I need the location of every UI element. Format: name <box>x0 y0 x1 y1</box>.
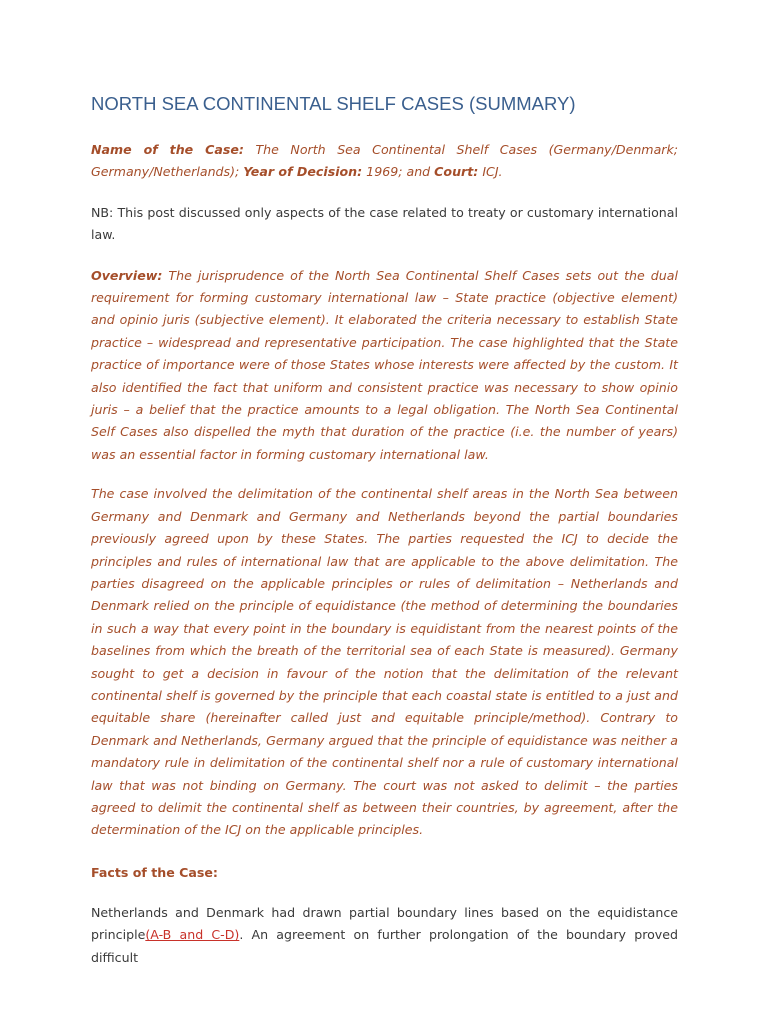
overview-label: Overview: <box>91 267 163 283</box>
case-name-value: The North Sea Continental Shelf Cases (Germany/Denmark; Germany/Netherlands); <box>91 142 679 180</box>
facts-text-before: Netherlands and Denmark had drawn partial boundary lines based on the equidistance principle <box>91 904 678 943</box>
court-value: ICJ. <box>478 164 503 180</box>
background-paragraph: The case involved the delimitation of the continental shelf areas in the North Sea between Germany and Denmark and Germany and Netherlands beyond the partial boundaries previously agreed upon by these States. The parties requested the ICJ to decide the principles and rules of international law that are applicable to the above delimitation. The parties disagreed on the applicable principles or rules of delimitation – Netherlands and Denmark relied on the principle of equidistance (the method of determining the boundaries in such a way that every point in the boundary is equidistant from the nearest points of the baselines from which the breath of the territorial sea of each State is measured). Germany sought to get a decision in favour of the notion that the delimitation of the relevant continental shelf is governed by the principle that each coastal state is entitled to a just and equitable share (hereinafter called just and equitable principle/method). Contrary to Denmark and Netherlands, Germany argued that the principle of equidistance was neither a mandatory rule in delimitation of the continental shelf nor a rule of customary international law that was not binding on Germany. The court was not asked to delimit – the parties agreed to delimit the continental shelf as between their countries, by agreement, after the determination of the ICJ on the applicable principles. <box>91 486 678 838</box>
case-name-label: Name of the Case: <box>91 142 244 157</box>
year-label: Year of Decision: <box>243 164 363 180</box>
case-info-paragraph <box>91 139 678 184</box>
boundary-lines-link[interactable]: (A-B and C-D) <box>145 927 240 943</box>
overview-text: The jurisprudence of the North Sea Continental Shelf Cases sets out the dual requirement for forming customary international law – State practice (objective element) and opinio juris (subjective element). It elaborated the criteria necessary to establish State practice – widespread and representative participation. The case highlighted that the State practice of importance were of those States whose interests were affected by the custom. It also identified the fact that uniform and consistent practice was necessary to show opinio juris – a belief that the practice amounts to a legal obligation. The North Sea Continental Self Cases also dispelled the myth that duration of the practice (i.e. the number of years) was an essential factor in forming customary international law. <box>91 267 678 462</box>
page-title: NORTH SEA CONTINENTAL SHELF CASES (SUMMARY) <box>91 93 576 114</box>
facts-text-after: . An agreement on further prolongation of the boundary proved difficult <box>91 927 678 965</box>
facts-paragraph <box>91 902 678 969</box>
year-value: 1969; and <box>362 164 435 180</box>
overview-paragraph <box>91 265 678 467</box>
nb-paragraph: NB: This post discussed only aspects of the case related to treaty or customary international law. <box>91 204 678 243</box>
facts-heading: Facts of the Case: <box>91 864 218 880</box>
court-label: Court: <box>434 164 479 180</box>
